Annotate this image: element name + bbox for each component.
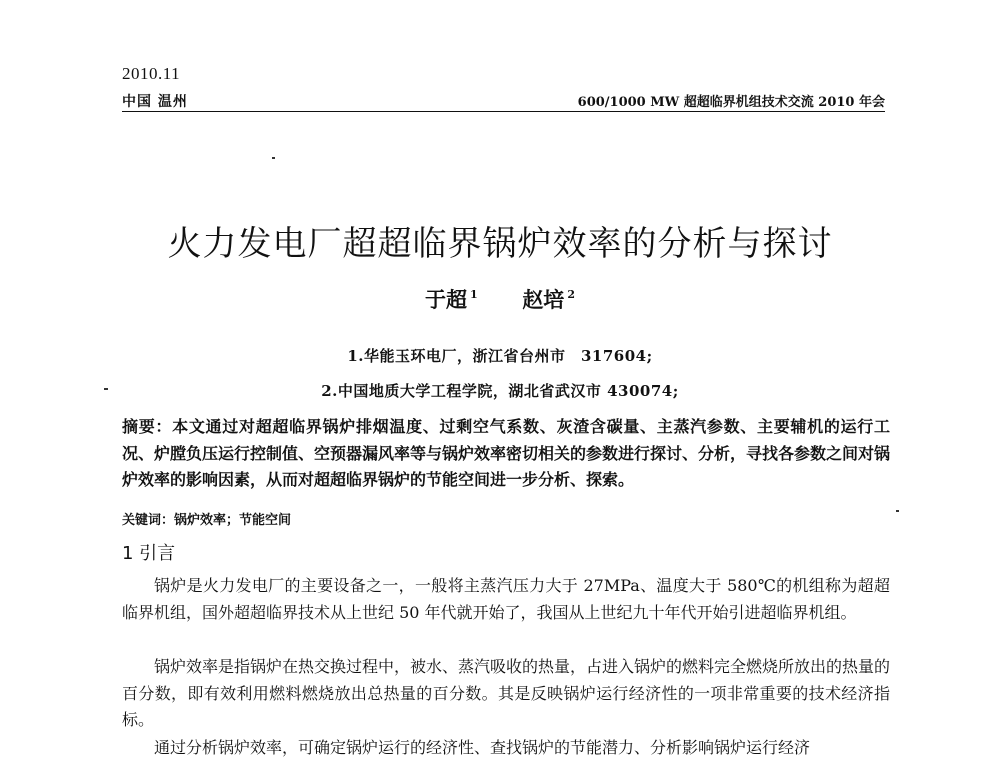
header-date: 2010.11 [122,64,181,83]
running-header [122,89,885,112]
affiliation-line: 2.中国地质大学工程学院，湖北省武汉市 430074; [321,382,679,400]
keywords-text: 锅炉效率；节能空间 [174,513,292,528]
header-location: 中国 温州 [122,94,188,110]
section-heading: 1 引言 [122,543,176,564]
abstract [122,414,890,494]
scan-speck [272,157,275,159]
paper-title: 火力发电厂超超临界锅炉效率的分析与探讨 [167,224,833,264]
keywords [122,509,291,528]
abstract-text: 本文通过对超超临界锅炉排烟温度、过剩空气系数、灰渣含碳量、主蒸汽参数、主要辅机的运行工况、炉膛负压运行控制值、空预器漏风率等与锅炉效率密切相关的参数进行探讨、分析，寻找各参数之间对锅炉效率的影响因素，从而对超超临界锅炉的节能空间进一步分析、探索。 [122,417,891,489]
author-affiliation-mark: 2 [567,288,575,301]
affiliation-line: 1.华能玉环电厂，浙江省台州市 317604; [347,347,653,365]
keywords-label: 关键词： [122,513,175,528]
header-conference: 600/1000 MW 超超临界机组技术交流 2010 年会 [577,95,885,110]
author-name: 赵培 [522,287,565,312]
body-paragraph: 通过分析锅炉效率，可确定锅炉运行的经济性、查找锅炉的节能潜力、分析影响锅炉运行经济 [154,738,811,757]
author-name: 于超 [425,287,468,312]
scan-speck [896,510,899,512]
abstract-label: 摘要： [122,417,173,436]
body-paragraph: 锅炉效率是指锅炉在热交换过程中，被水、蒸汽吸收的热量，占进入锅炉的燃料完全燃烧所放出的热量的百分数，即有效利用燃料燃烧放出总热量的百分数。其是反映锅炉运行经济性的一项非常重要的技术经济指标。 [122,657,891,729]
author-affiliation-mark: 1 [470,288,478,301]
author-list [0,284,1000,314]
body-paragraph: 锅炉是火力发电厂的主要设备之一，一般将主蒸汽压力大于 27MPa、温度大于 580℃的机组称为超超临界机组，国外超超临界技术从上世纪 50 年代就开始了，我国从上世纪九十年代开始引进超临界机组。 [122,576,890,622]
